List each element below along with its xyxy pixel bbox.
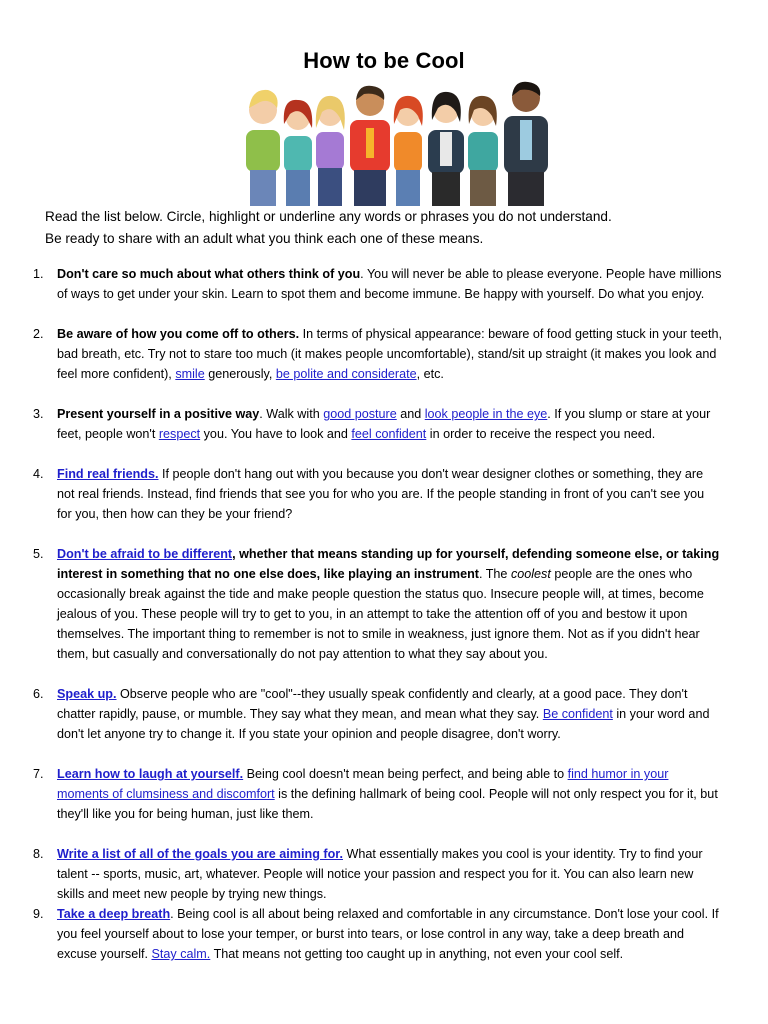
group-of-teens-illustration: [240, 80, 576, 206]
item-link[interactable]: look people in the eye: [424, 407, 548, 421]
item-plain-text: In terms of physical appearance: beware of food getting stuck in your teeth, bad breath, etc. Try not to stare too much (it makes people uncomfortable), stand/sit up straight (it makes you look and feel more confident),: [57, 327, 722, 381]
item-bold-text: Be aware of how you come off to others.: [57, 327, 300, 341]
item-plain-text: If people don't hang out with you because you don't wear designer clothes or something, they are not real friends. Instead, find friends that see you for who you are. If the people standing in front of you can't see you for you, then how can they be your friend?: [57, 467, 705, 521]
item-text: [57, 844, 722, 904]
item-text: [57, 684, 722, 744]
item-plain-text: you. You have to look and: [200, 427, 352, 441]
item-number: 4.: [33, 467, 44, 481]
item-plain-text: What essentially makes you cool is your identity. Try to find your talent -- sports, music, art, whatever. People will notice your passion and respect you for it. You can also learn new skills and meet new people by trying new things.: [57, 847, 703, 901]
item-plain-text: . You will never be able to please everyone. People have millions of ways to get under your skin. Learn to spot them and become immune. Be happy with yourself. Do what you enjoy.: [57, 267, 722, 301]
instruction-line-1: Read the list below. Circle, highlight or underline any words or phrases you do not understand.: [45, 209, 612, 224]
item-number: 2.: [33, 327, 44, 341]
item-bold-text: Present yourself in a positive way: [57, 407, 260, 421]
item-number: 9.: [33, 907, 44, 921]
item-link[interactable]: smile: [175, 367, 205, 381]
item-number: 8.: [33, 847, 44, 861]
item-plain-text: . Being cool is all about being relaxed and comfortable in any circumstance. Don't lose your cool. If you feel yourself about to lose your temper, or burst into tears, or lose control in any way, take a deep breath and excuse yourself.: [57, 907, 719, 961]
item-link[interactable]: Don't be afraid to be different: [57, 547, 233, 561]
item-plain-text: . If you slump or stare at your feet, people won't: [57, 407, 711, 441]
item-link[interactable]: good posture: [323, 407, 397, 421]
item-plain-text: . Walk with: [259, 407, 324, 421]
item-plain-text: . The: [478, 567, 511, 581]
item-link[interactable]: Find real friends.: [57, 467, 159, 481]
item-text: [57, 904, 722, 964]
item-plain-text: generously,: [204, 367, 276, 381]
item-link[interactable]: Be confident: [542, 707, 613, 721]
item-plain-text: in your word and don't let anyone try to change it. If you state your opinion and people disagree, don't worry.: [57, 707, 710, 741]
item-number: 6.: [33, 687, 44, 701]
item-link[interactable]: feel confident: [351, 427, 427, 441]
item-number: 3.: [33, 407, 44, 421]
item-number: 7.: [33, 767, 44, 781]
instruction-line-2: Be ready to share with an adult what you think each one of these means.: [45, 231, 484, 246]
item-text: [57, 264, 722, 304]
item-plain-text: Being cool doesn't mean being perfect, and being able to: [243, 767, 568, 781]
item-link[interactable]: Stay calm.: [151, 947, 211, 961]
item-number: 1.: [33, 267, 44, 281]
item-link[interactable]: find humor in your moments of clumsiness and discomfort: [57, 767, 669, 801]
item-text: [57, 464, 722, 524]
item-plain-text: in order to receive the respect you need.: [426, 427, 656, 441]
item-plain-text: people are the ones who occasionally break against the tide and make people question the status quo. Insecure people will, at times, become jealous of you. These people will try to get to you, in an attempt to take the attention off of you and bestow it upon themselves. The important thing to remember is not to smile in weakness, just ignore them. Not as if you didn't hear them, but casually and conversationally do not pay attention to what they say about you.: [57, 567, 704, 661]
item-text: [57, 544, 722, 664]
item-link[interactable]: Write a list of all of the goals you are aiming for.: [57, 847, 343, 861]
item-text: [57, 764, 722, 824]
page-title: How to be Cool: [303, 48, 465, 73]
item-link[interactable]: Speak up.: [57, 687, 117, 701]
item-plain-text: and: [396, 407, 425, 421]
item-text: [57, 404, 722, 444]
item-link[interactable]: Take a deep breath: [57, 907, 171, 921]
item-plain-text: That means not getting too caught up in anything, not even your cool self.: [210, 947, 624, 961]
instructions: [45, 206, 725, 250]
item-link[interactable]: Learn how to laugh at yourself.: [57, 767, 244, 781]
item-plain-text: Observe people who are "cool"--they usually speak confidently and clearly, at a good pace. They don't chatter rapidly, pause, or mumble. They say what they mean, and mean what they say.: [57, 687, 688, 721]
item-link[interactable]: be polite and considerate: [275, 367, 417, 381]
item-plain-text: , etc.: [416, 367, 444, 381]
item-text: [57, 324, 722, 384]
item-bold-text: , whether that means standing up for yourself, defending someone else, or taking interest in something that no one else does, like playing an instrument: [57, 547, 720, 581]
item-plain-text: is the defining hallmark of being cool. People will not only respect you for it, but they'll like you for being human, just like them.: [57, 787, 718, 821]
item-link[interactable]: respect: [158, 427, 201, 441]
item-bold-text: Don't care so much about what others think of you: [57, 267, 361, 281]
item-italic-text: coolest: [510, 567, 551, 581]
item-number: 5.: [33, 547, 44, 561]
